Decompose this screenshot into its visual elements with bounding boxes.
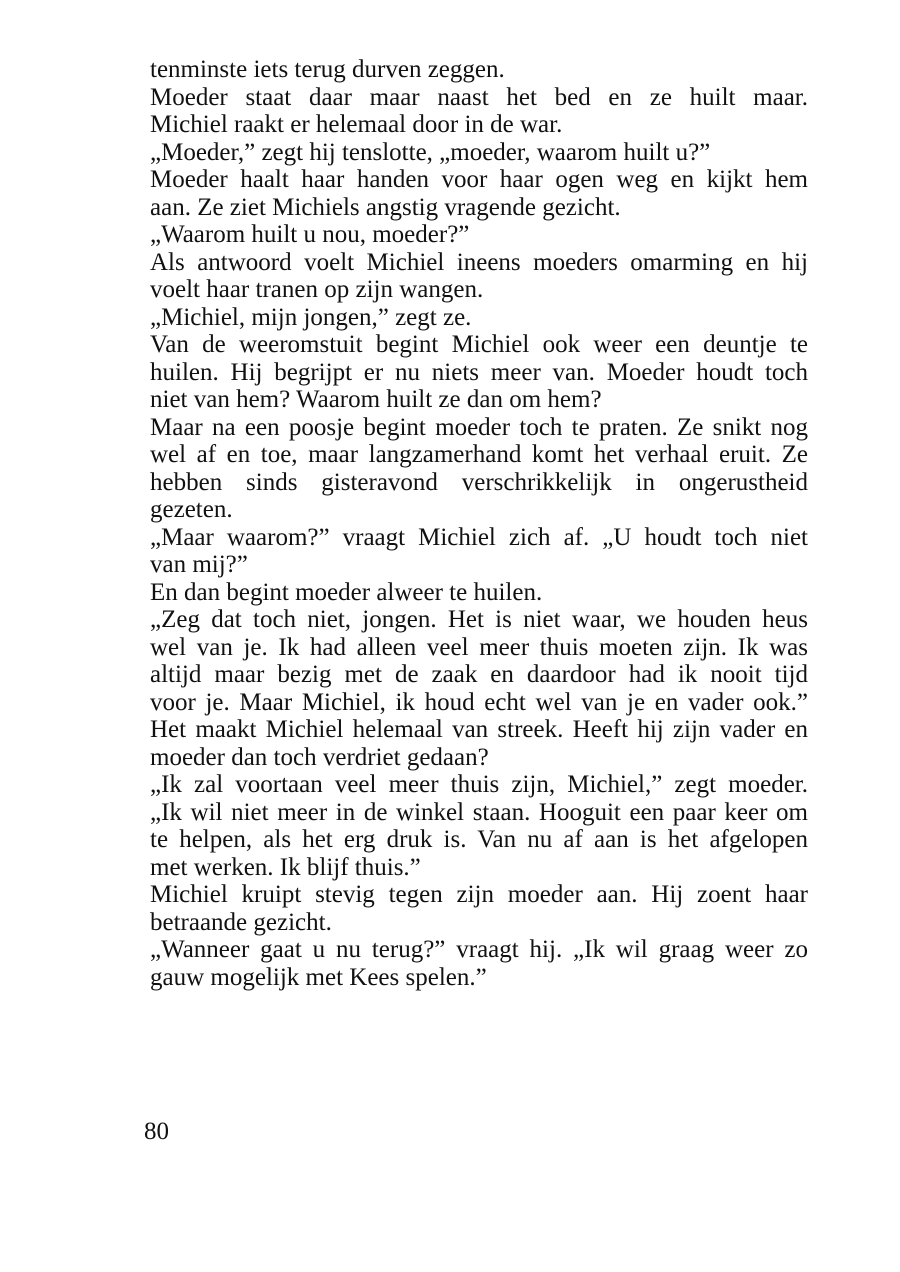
text-line: wel van je. Ik had alleen veel meer thuis moeten zijn. Ik was bbox=[150, 633, 808, 661]
text-line: van mij?” bbox=[150, 551, 248, 578]
text-line: moeder dan toch verdriet gedaan? bbox=[150, 743, 489, 771]
text-line: Michiel kruipt stevig tegen zijn moeder aan. Hij zoent haar bbox=[150, 881, 808, 908]
text-line: Moeder staat daar maar naast het bed en ze huilt maar. bbox=[150, 83, 808, 111]
text-line: tenminste iets terug durven zeggen. bbox=[150, 56, 505, 83]
text-line: En dan begint moeder alweer te huilen. bbox=[150, 578, 543, 606]
text-line: „Maar waarom?” vraagt Michiel zich af. „U houdt toch niet bbox=[150, 523, 808, 551]
text-line: „Michiel, mijn jongen,” zegt ze. bbox=[150, 303, 472, 331]
body-text bbox=[150, 56, 808, 991]
text-line: voelt haar tranen op zijn wangen. bbox=[150, 276, 484, 303]
text-line: „Ik zal voortaan veel meer thuis zijn, Michiel,” zegt moeder. bbox=[150, 771, 808, 798]
text-line: „Ik wil niet meer in de winkel staan. Hooguit een paar keer om bbox=[150, 798, 808, 826]
text-line: gauw mogelijk met Kees spelen.” bbox=[150, 963, 487, 991]
text-line: „Moeder,” zegt hij tenslotte, „moeder, waarom huilt u?” bbox=[150, 138, 711, 166]
text-line: wel af en toe, maar langzamerhand komt het verhaal eruit. Ze bbox=[150, 441, 808, 468]
text-line: Moeder haalt haar handen voor haar ogen weg en kijkt hem bbox=[150, 166, 808, 193]
text-line: altijd maar bezig met de zaak en daardoor had ik nooit tijd bbox=[150, 661, 808, 688]
text-line: niet van hem? Waarom huilt ze dan om hem? bbox=[150, 386, 602, 413]
text-line: Van de weeromstuit begint Michiel ook weer een deuntje te bbox=[150, 331, 808, 358]
text-line: gezeten. bbox=[150, 496, 233, 523]
page-number: 80 bbox=[144, 1118, 169, 1145]
text-line: hebben sinds gisteravond verschrikkelijk in ongerustheid bbox=[150, 468, 808, 496]
text-line: Michiel raakt er helemaal door in de war. bbox=[150, 111, 563, 138]
text-line: aan. Ze ziet Michiels angstig vragende gezicht. bbox=[150, 193, 621, 221]
text-line: te helpen, als het erg druk is. Van nu af aan is het afgelopen bbox=[150, 826, 808, 853]
text-line: Als antwoord voelt Michiel ineens moeders omarming en hij bbox=[150, 248, 808, 276]
text-line: betraande gezicht. bbox=[150, 908, 332, 936]
text-line: „Zeg dat toch niet, jongen. Het is niet waar, we houden heus bbox=[150, 606, 808, 633]
text-line: voor je. Maar Michiel, ik houd echt wel van je en vader ook.” bbox=[150, 688, 808, 716]
text-line: met werken. Ik blijf thuis.” bbox=[150, 853, 421, 881]
text-line: „Waarom huilt u nou, moeder?” bbox=[150, 221, 470, 248]
text-line: huilen. Hij begrijpt er nu niets meer van. Moeder houdt toch bbox=[150, 358, 808, 386]
text-line: Maar na een poosje begint moeder toch te praten. Ze snikt nog bbox=[150, 413, 808, 441]
text-line: „Wanneer gaat u nu terug?” vraagt hij. „Ik wil graag weer zo bbox=[150, 936, 808, 963]
text-line: Het maakt Michiel helemaal van streek. Heeft hij zijn vader en bbox=[150, 716, 808, 743]
